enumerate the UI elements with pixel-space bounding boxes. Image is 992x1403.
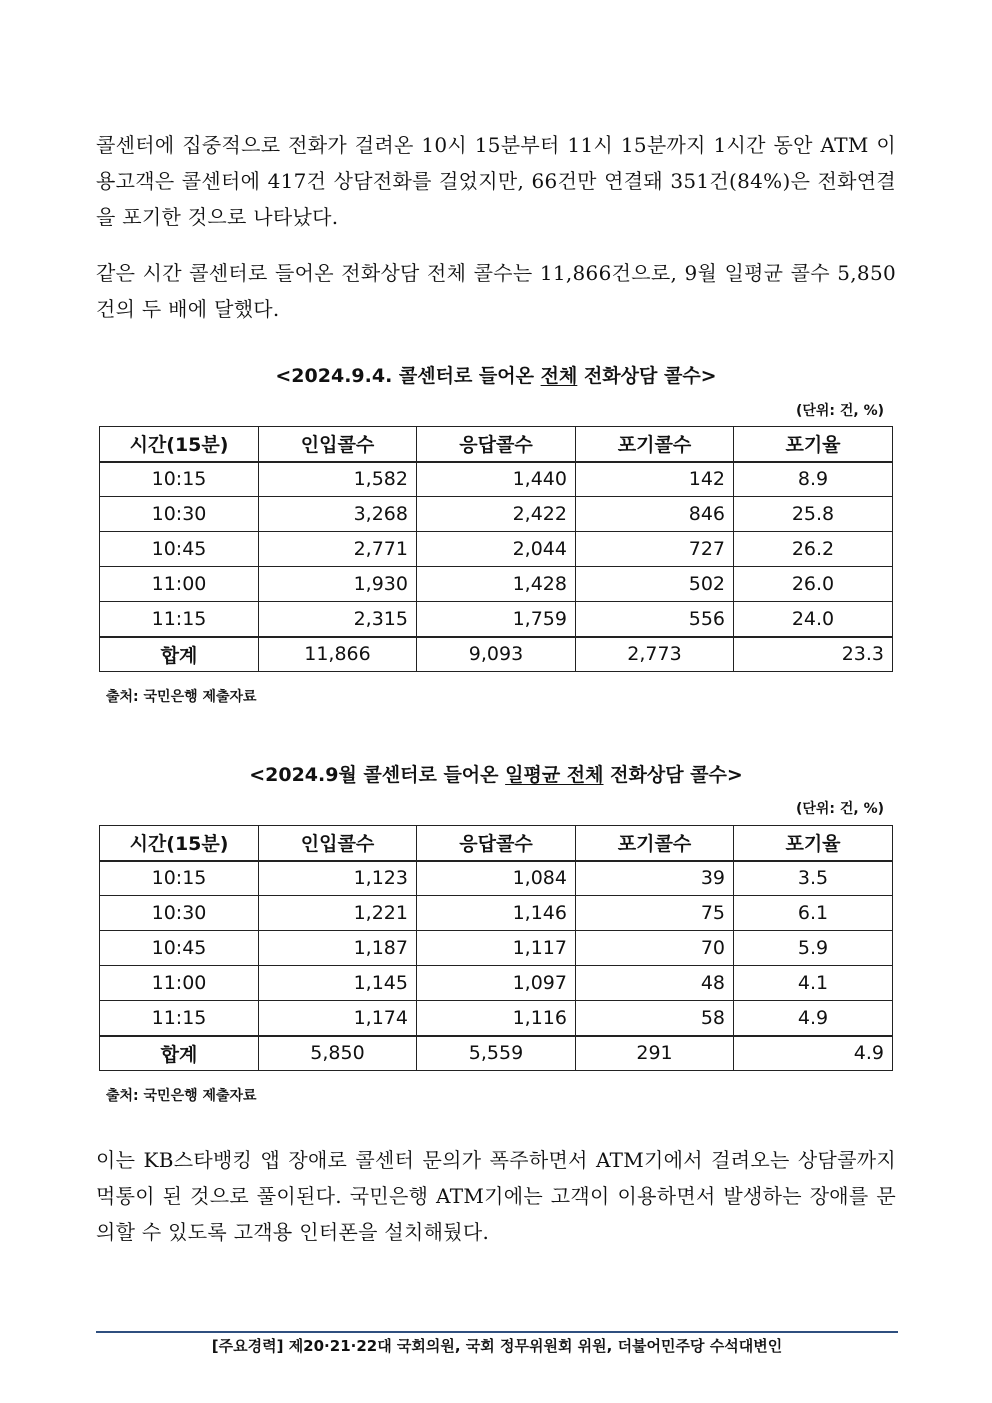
table-row [100, 497, 893, 532]
cell-rate: 26.2 [734, 532, 893, 567]
cell-incoming: 3,268 [259, 497, 417, 532]
cell-incoming: 1,123 [259, 861, 417, 896]
total-answered: 5,559 [417, 1036, 576, 1071]
cell-answered: 2,422 [417, 497, 576, 532]
table-row [100, 567, 893, 602]
header-answered: 응답콜수 [417, 826, 576, 861]
table2-caption: <2024.9월 콜센터로 들어온 일평균 전체 전화상담 콜수> [249, 764, 743, 786]
total-answered: 9,093 [417, 637, 576, 672]
table-row [100, 1001, 893, 1036]
cell-abandoned: 502 [576, 567, 734, 602]
table-row [100, 532, 893, 567]
footer-divider [96, 1331, 898, 1333]
table-row [100, 602, 893, 637]
header-answered: 응답콜수 [417, 427, 576, 462]
cell-abandoned: 75 [576, 896, 734, 931]
total-incoming: 5,850 [259, 1036, 417, 1071]
cell-abandoned: 58 [576, 1001, 734, 1036]
cell-rate: 4.1 [734, 966, 893, 1001]
table-row [100, 861, 893, 896]
cell-rate: 8.9 [734, 462, 893, 497]
total-label: 합계 [100, 637, 259, 672]
cell-rate: 6.1 [734, 896, 893, 931]
cell-abandoned: 846 [576, 497, 734, 532]
total-abandoned: 291 [576, 1036, 734, 1071]
total-rate: 23.3 [734, 637, 893, 672]
table1-caption: <2024.9.4. 콜센터로 들어온 전체 전화상담 콜수> [275, 365, 717, 387]
table1-source: 출처: 국민은행 제출자료 [106, 689, 257, 705]
cell-abandoned: 556 [576, 602, 734, 637]
cell-time: 10:15 [100, 462, 259, 497]
table-row [100, 966, 893, 1001]
cell-rate: 3.5 [734, 861, 893, 896]
cell-abandoned: 48 [576, 966, 734, 1001]
table1-header-row [100, 427, 893, 462]
cell-incoming: 2,771 [259, 532, 417, 567]
table2-unit: (단위: 건, %) [795, 801, 884, 817]
cell-answered: 1,117 [417, 931, 576, 966]
header-time: 시간(15분) [100, 826, 259, 861]
header-abandon-rate: 포기율 [734, 826, 893, 861]
cell-answered: 1,428 [417, 567, 576, 602]
cell-incoming: 1,174 [259, 1001, 417, 1036]
total-rate: 4.9 [734, 1036, 893, 1071]
cell-answered: 1,084 [417, 861, 576, 896]
cell-time: 11:15 [100, 602, 259, 637]
cell-time: 10:30 [100, 896, 259, 931]
table1-caption-emphasis: 전체 [540, 365, 578, 387]
footer-career: [주요경력] 제20·21·22대 국회의원, 국회 정무위원회 위원, 더불어민주당 수석대변인 [211, 1337, 783, 1355]
header-time: 시간(15분) [100, 427, 259, 462]
cell-answered: 1,146 [417, 896, 576, 931]
cell-incoming: 1,582 [259, 462, 417, 497]
cell-abandoned: 142 [576, 462, 734, 497]
cell-answered: 2,044 [417, 532, 576, 567]
paragraph-3: 이는 KB스타뱅킹 앱 장애로 콜센터 문의가 폭주하면서 ATM기에서 걸려오는 상담콜까지 먹통이 된 것으로 풀이된다. 국민은행 ATM기에는 고객이 이용하면서 발생하는 장애를 문의할 수 있도록 고객용 인터폰을 설치해뒀다. [96, 1148, 896, 1244]
cell-time: 10:30 [100, 497, 259, 532]
table2-header-row [100, 826, 893, 861]
header-abandoned: 포기콜수 [576, 826, 734, 861]
cell-time: 11:00 [100, 966, 259, 1001]
cell-rate: 4.9 [734, 1001, 893, 1036]
cell-time: 11:00 [100, 567, 259, 602]
table2 [99, 825, 893, 1071]
total-label: 합계 [100, 1036, 259, 1071]
paragraph-2: 같은 시간 콜센터로 들어온 전화상담 전체 콜수는 11,866건으로, 9월 일평균 콜수 5,850건의 두 배에 달했다. [96, 261, 896, 321]
cell-time: 10:45 [100, 931, 259, 966]
cell-abandoned: 727 [576, 532, 734, 567]
cell-incoming: 1,187 [259, 931, 417, 966]
cell-rate: 26.0 [734, 567, 893, 602]
paragraph-1: 콜센터에 집중적으로 전화가 걸려온 10시 15분부터 11시 15분까지 1시간 동안 ATM 이용고객은 콜센터에 417건 상담전화를 걸었지만, 66건만 연결돼 351건(84%)은 전화연결을 포기한 것으로 나타났다. [96, 133, 896, 229]
table-row [100, 462, 893, 497]
cell-incoming: 1,221 [259, 896, 417, 931]
header-incoming: 인입콜수 [259, 826, 417, 861]
cell-incoming: 2,315 [259, 602, 417, 637]
header-incoming: 인입콜수 [259, 427, 417, 462]
cell-incoming: 1,930 [259, 567, 417, 602]
header-abandon-rate: 포기율 [734, 427, 893, 462]
table-row [100, 896, 893, 931]
cell-rate: 24.0 [734, 602, 893, 637]
header-abandoned: 포기콜수 [576, 427, 734, 462]
table2-source: 출처: 국민은행 제출자료 [106, 1088, 257, 1104]
cell-time: 11:15 [100, 1001, 259, 1036]
total-abandoned: 2,773 [576, 637, 734, 672]
table1-unit: (단위: 건, %) [795, 403, 884, 419]
cell-answered: 1,097 [417, 966, 576, 1001]
table-row [100, 931, 893, 966]
table2-caption-emphasis: 일평균 전체 [505, 764, 604, 786]
table1 [99, 426, 893, 672]
table2-total-row [100, 1036, 893, 1071]
table1-total-row [100, 637, 893, 672]
cell-answered: 1,116 [417, 1001, 576, 1036]
cell-time: 10:15 [100, 861, 259, 896]
cell-abandoned: 39 [576, 861, 734, 896]
cell-rate: 25.8 [734, 497, 893, 532]
cell-answered: 1,759 [417, 602, 576, 637]
cell-rate: 5.9 [734, 931, 893, 966]
cell-incoming: 1,145 [259, 966, 417, 1001]
cell-time: 10:45 [100, 532, 259, 567]
cell-answered: 1,440 [417, 462, 576, 497]
cell-abandoned: 70 [576, 931, 734, 966]
total-incoming: 11,866 [259, 637, 417, 672]
